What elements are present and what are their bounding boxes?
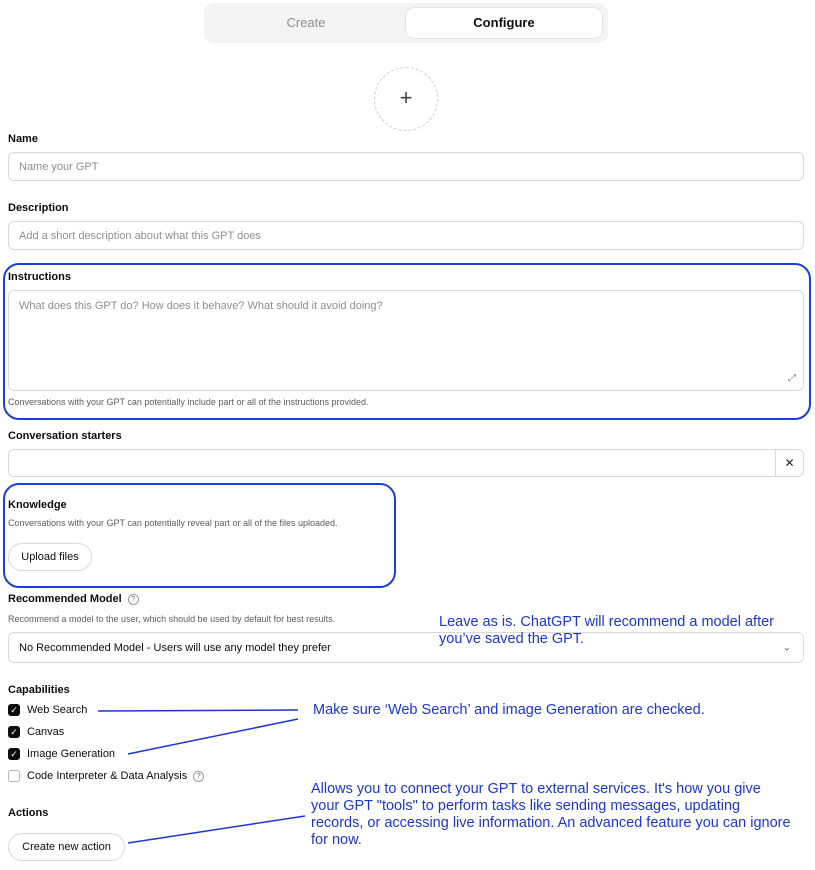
expand-icon[interactable]: ⤢ xyxy=(788,373,796,384)
instructions-placeholder: What does this GPT do? How does it behave? What should it avoid doing? xyxy=(19,300,383,312)
capability-label: Web Search xyxy=(27,704,88,716)
actions-pointer-line xyxy=(128,816,305,843)
capabilities-label: Capabilities xyxy=(8,684,70,696)
knowledge-label: Knowledge xyxy=(8,499,67,511)
model-label-text: Recommended Model xyxy=(8,593,122,605)
capability-label: Image Generation xyxy=(27,748,116,760)
help-icon[interactable]: ? xyxy=(128,594,139,605)
close-icon[interactable]: ✕ xyxy=(775,450,803,476)
capability-label: Code Interpreter & Data Analysis xyxy=(27,770,188,782)
chevron-down-icon: ⌄ xyxy=(782,642,791,653)
help-icon[interactable]: ? xyxy=(193,771,204,782)
image-generation-pointer-line xyxy=(128,719,298,754)
starters-label: Conversation starters xyxy=(8,430,122,442)
capabilities-annotation-note: Make sure ‘Web Search’ and image Generation are checked. xyxy=(313,702,705,718)
knowledge-hint: Conversations with your GPT can potentially reveal part or all of the files uploaded. xyxy=(8,518,338,528)
description-label: Description xyxy=(8,202,69,214)
tab-configure[interactable]: Configure xyxy=(406,8,602,38)
web-search-pointer-line xyxy=(98,710,298,711)
actions-annotation-note: Allows you to connect your GPT to external services. It's how you give your GPT "tools" to perform tasks like sending messages, updating records, or accessing live information. An advanced feature you can ignore for now. xyxy=(311,781,791,848)
instructions-hint: Conversations with your GPT can potentially include part or all of the instructions provided. xyxy=(8,397,369,407)
tab-create[interactable]: Create xyxy=(286,15,326,30)
instructions-label: Instructions xyxy=(8,271,71,283)
checkbox-checked-icon[interactable]: ✓ xyxy=(8,704,20,716)
checkbox-checked-icon[interactable]: ✓ xyxy=(8,748,20,760)
capability-label: Canvas xyxy=(27,726,65,738)
create-new-action-button[interactable]: Create new action xyxy=(8,833,125,861)
model-hint: Recommend a model to the user, which should be used by default for best results. xyxy=(8,614,336,624)
upload-files-button[interactable]: Upload files xyxy=(8,543,92,571)
name-placeholder: Name your GPT xyxy=(19,160,99,173)
description-placeholder: Add a short description about what this GPT does xyxy=(19,229,261,242)
plus-icon: + xyxy=(399,85,413,110)
name-label: Name xyxy=(8,133,38,145)
checkbox-checked-icon[interactable]: ✓ xyxy=(8,726,20,738)
model-annotation-note: Leave as is. ChatGPT will recommend a model after you’ve saved the GPT. xyxy=(439,614,774,647)
actions-label: Actions xyxy=(8,807,49,819)
model-selected-value: No Recommended Model - Users will use any model they prefer xyxy=(19,641,331,654)
